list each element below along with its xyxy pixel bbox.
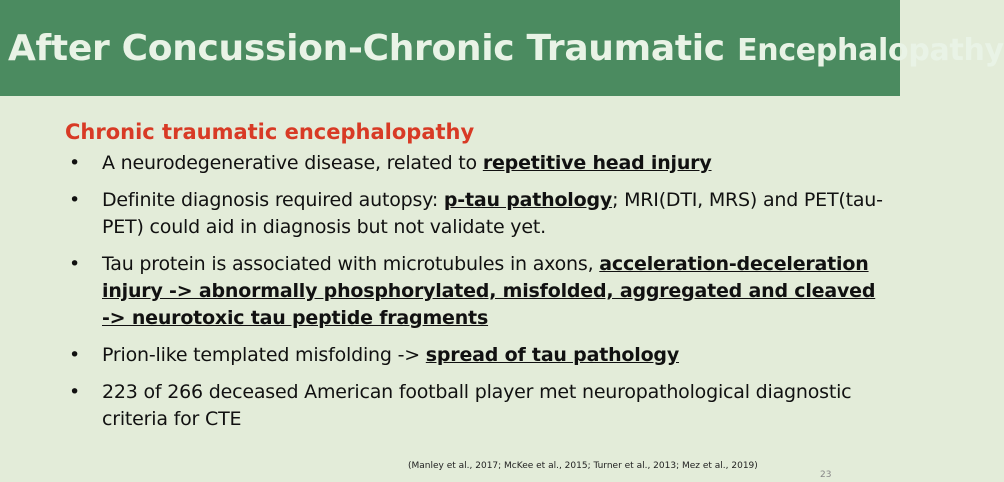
bullet-text: A neurodegenerative disease, related to bbox=[102, 152, 483, 174]
bullet-emphasis: p-tau pathology bbox=[443, 189, 613, 211]
bullet-list bbox=[65, 150, 885, 433]
bullet-text: Prion-like templated misfolding -> bbox=[102, 344, 426, 366]
bullet-item bbox=[65, 251, 885, 332]
slide-title bbox=[8, 28, 1004, 69]
bullet-dot: • bbox=[69, 253, 81, 275]
bullet-emphasis: repetitive head injury bbox=[482, 152, 712, 174]
bullet-emphasis: acceleration-deceleration injury -> abnormally phosphorylated, misfolded, aggregated and cleaved -> neurotoxic tau peptide fragments bbox=[102, 253, 876, 329]
bullet-text: Tau protein is associated with microtubules in axons, bbox=[102, 253, 600, 275]
bullet-dot: • bbox=[69, 381, 81, 403]
bullet-dot: • bbox=[69, 189, 81, 211]
page-number: 23 bbox=[820, 470, 832, 480]
slide-title-tail: Encephalopathy bbox=[737, 32, 1004, 68]
bullet-text: 223 of 266 deceased American football player met neuropathological diagnostic criteria for CTE bbox=[102, 381, 852, 430]
bullet-text: ; MRI(DTI, MRS) and PET(tau-PET) could aid in diagnosis but not validate yet. bbox=[102, 189, 883, 238]
citation: (Manley et al., 2017; McKee et al., 2015; Turner et al., 2013; Mez et al., 2019) bbox=[408, 461, 758, 471]
slide-title-main: After Concussion-Chronic Traumatic bbox=[8, 27, 738, 69]
bullet-dot: • bbox=[69, 152, 81, 174]
bullet-item bbox=[65, 342, 885, 369]
bullet-dot: • bbox=[69, 344, 81, 366]
bullet-item bbox=[65, 150, 885, 177]
slide-subtitle: Chronic traumatic encephalopathy bbox=[65, 120, 475, 144]
bullet-item bbox=[65, 187, 885, 241]
slide-header bbox=[0, 0, 1004, 96]
bullet-item bbox=[65, 379, 885, 433]
slide-content bbox=[65, 120, 885, 443]
bullet-text: Definite diagnosis required autopsy: bbox=[102, 189, 444, 211]
bullet-emphasis: spread of tau pathology bbox=[425, 344, 680, 366]
